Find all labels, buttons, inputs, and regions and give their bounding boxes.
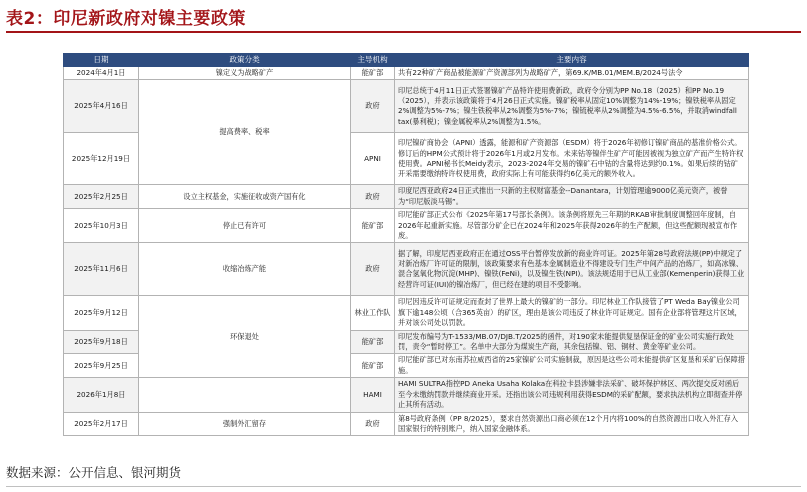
column-header-content: 主要内容 xyxy=(395,54,749,67)
row-content: 印尼发布编号为T-1533/MB.07/DJB.T/2025的函件，对190家未能提供复垦保证金的矿业公司实施行政处罚，责令“暂时停工”。名单中大部分为煤炭生产商，其余包括镍、铝、铜材、黄金等矿业公司。 xyxy=(395,330,749,354)
table-row xyxy=(64,67,749,80)
row-category xyxy=(139,378,351,412)
page-title: 表2：印尼新政府对镍主要政策 xyxy=(6,9,246,29)
table-row xyxy=(64,209,749,243)
row-date: 2025年11月6日 xyxy=(64,243,139,296)
title-divider xyxy=(6,31,801,33)
row-category: 收缩冶炼产能 xyxy=(139,243,351,296)
row-content: 印尼镍矿商协会（APNI）透露，能源和矿产资源部（ESDM）将于2026年初修订镍矿商品的基准价格公式。修订后的HPM公式预计将于2026年1月或2月发布。未来钴等镍伴生矿产可能因被视为独立矿产而产生特许权使用费。APNI秘书长Meidy表示，2023-2024年交易的镍矿石中钴的含量将达到约0.1%。如果后续的钴矿开采需要缴纳特许权使用费，政府实际上有可能获得约6亿美元的额外收入。 xyxy=(395,133,749,185)
row-category: 强制外汇留存 xyxy=(139,412,351,436)
row-date: 2025年12月19日 xyxy=(64,133,139,185)
row-content: 印尼能矿部已对东南苏拉威西省的25家镍矿公司实施制裁，原因是这些公司未能提供矿区复垦和采矿后保障措施。 xyxy=(395,354,749,378)
row-content: 第8号政府条例（PP 8/2025），要求自然资源出口商必须在12个月内将100%的自然资源出口收入外汇存入国家银行的特别账户，纳入国家金融体系。 xyxy=(395,412,749,436)
row-content: 共有22种矿产商品被能源矿产资源部列为战略矿产，第69.K/MB.01/MEM.B/2024号法令 xyxy=(395,67,749,80)
column-header-agency: 主导机构 xyxy=(351,54,395,67)
source-note: 数据来源：公开信息、银河期货 xyxy=(6,465,182,480)
row-agency: HAMI xyxy=(351,378,395,412)
table-row xyxy=(64,185,749,209)
row-category: 停止已有许可 xyxy=(139,209,351,243)
row-date: 2025年2月17日 xyxy=(64,412,139,436)
row-content: 印尼总统于4月11日正式签署镍矿产品特许使用费新政，政府令分别为PP No.18（2025）和PP No.19（2025），并表示该政策将于4月26日正式实施。镍矿税率从固定10%调整为14%-19%；镍铁税率从固定2%调整为5%-7%；镍生铁税率从2%调整为5%-7%；镍锍税率从2%调整为4.5%-6.5%，并取消windfall tax(暴利税)；镍金属税率从2%调整为1.5%。 xyxy=(395,80,749,133)
row-content: 印尼能矿部正式公布《2025年第17号部长条例》。该条例将原先三年期的RKAB审批制度调整回年度制，自2026年起重新实施。尽管部分矿企已在2024年和2025年获得2026年的生产配额，但这些配额现被宣布作废。 xyxy=(395,209,749,243)
row-agency: 政府 xyxy=(351,80,395,133)
row-content: HAMI SULTRA指控PD Aneka Usaha Kolaka在科拉卡县涉嫌非法采矿、破坏保护林区、两次提交反对函后至今未缴纳罚款并继续商业开采。还指出该公司违规利用获得ESDM的采矿配额，要求执法机构立即彻查并停止其所有活动。 xyxy=(395,378,749,412)
table-row xyxy=(64,243,749,296)
row-category: 设立主权基金，实施征收或资产国有化 xyxy=(139,185,351,209)
bottom-divider xyxy=(6,486,801,487)
row-agency: 政府 xyxy=(351,412,395,436)
row-agency: 能矿部 xyxy=(351,209,395,243)
row-date: 2026年1月8日 xyxy=(64,378,139,412)
row-date: 2025年4月16日 xyxy=(64,80,139,133)
row-content: 印度尼西亚政府24日正式推出一只新的主权财富基金--Danantara，计划管理逾9000亿美元资产，被誉为“印尼版淡马锡”。 xyxy=(395,185,749,209)
policy-table xyxy=(63,53,749,436)
table-row xyxy=(64,412,749,436)
row-category: 环保退处 xyxy=(139,296,351,378)
column-header-date: 日期 xyxy=(64,54,139,67)
table-header-row xyxy=(64,54,749,67)
row-date: 2025年9月18日 xyxy=(64,330,139,354)
row-category: 提高费率、税率 xyxy=(139,80,351,185)
row-agency: 能矿部 xyxy=(351,67,395,80)
row-date: 2025年9月12日 xyxy=(64,296,139,330)
table-row xyxy=(64,296,749,330)
row-date: 2025年2月25日 xyxy=(64,185,139,209)
row-agency: 政府 xyxy=(351,243,395,296)
row-category: 镍定义为战略矿产 xyxy=(139,67,351,80)
row-date: 2025年9月25日 xyxy=(64,354,139,378)
row-date: 2025年10月3日 xyxy=(64,209,139,243)
table-row xyxy=(64,80,749,133)
table-row xyxy=(64,378,749,412)
row-agency: 政府 xyxy=(351,185,395,209)
row-content: 据了解，印度尼西亚政府正在通过OSS平台暂停发放新的商业许可证。2025年第28号政府法规(PP)中规定了对新冶炼厂许可证的限制，该政策要求有色基本金属制造业不得建设专门生产中间产品的冶炼厂，如高冰镍、混合氢氧化物沉淀(MHP)、镍铁(FeNi)，以及镍生铁(NPI)。该法规适用于已从工业部(Kemenperin)获得工业经营许可证(IUI)的镍冶炼厂，但已经在建的项目不受影响。 xyxy=(395,243,749,296)
row-agency: 林业工作队 xyxy=(351,296,395,330)
row-agency: 能矿部 xyxy=(351,354,395,378)
row-agency: 能矿部 xyxy=(351,330,395,354)
row-content: 印尼因违反许可证规定而查封了世界上最大的镍矿的一部分。印尼林业工作队接管了PT Weda Bay镍业公司旗下逾148公顷（合365英亩）的矿区，理由是该公司违反了林业许可证规定。国有企业部将管理这片区域，并对该公司处以罚款。 xyxy=(395,296,749,330)
row-agency: APNI xyxy=(351,133,395,185)
row-date: 2024年4月1日 xyxy=(64,67,139,80)
column-header-category: 政策分类 xyxy=(139,54,351,67)
